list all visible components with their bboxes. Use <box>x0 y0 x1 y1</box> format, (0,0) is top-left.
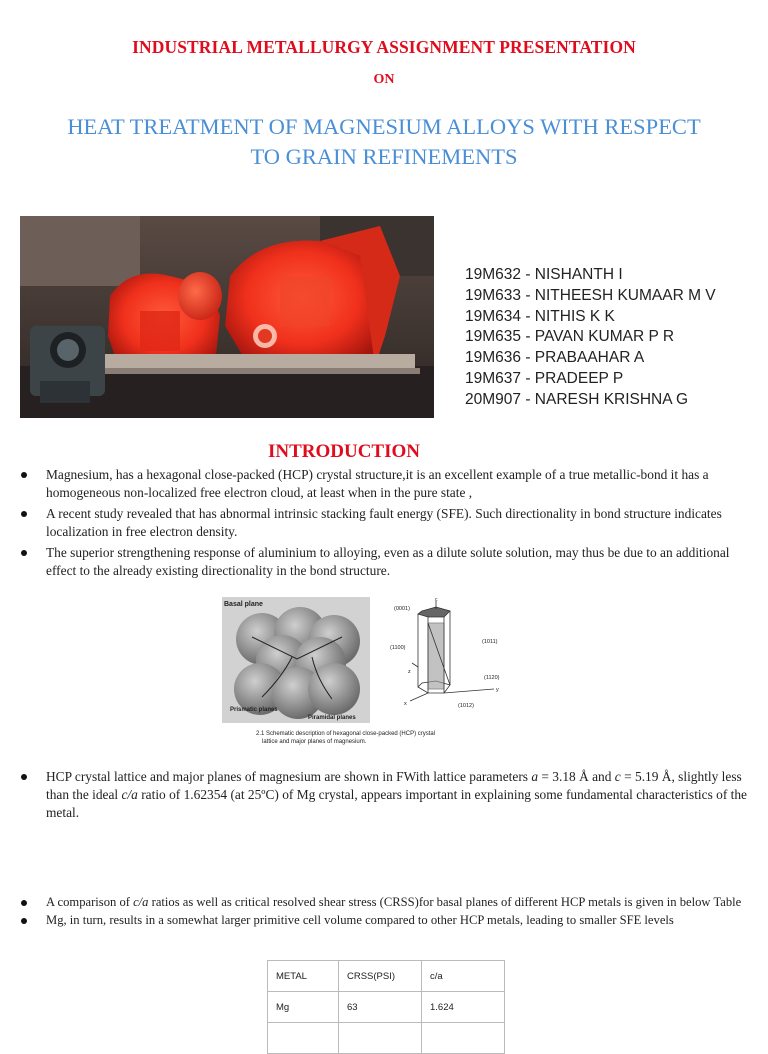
lattice-c-symbol: c <box>614 769 621 784</box>
crss-table <box>267 960 505 1054</box>
heat-treatment-photo <box>20 216 434 418</box>
introduction-heading: INTRODUCTION <box>267 441 421 462</box>
intro-bullets <box>18 466 758 580</box>
member-item: 19M632 - NISHANTH I <box>465 266 623 283</box>
axis-y-label: y <box>496 687 499 693</box>
comparison-bullet-2: Mg, in turn, results in a somewhat larger primitive cell volume compared to other HCP metals, leading to smaller SFE levels <box>18 912 758 928</box>
member-item: 20M907 - NARESH KRISHNA G <box>465 390 689 408</box>
lattice-text-3: ratio of 1.62354 (at 25ºC) of Mg crystal, appears important in explaining some fundamental characteristics of the metal. <box>46 787 747 820</box>
lattice-text-2: slightly less than the ideal <box>46 769 742 802</box>
plane-1012-label: (1012) <box>458 703 474 709</box>
member-item: 19M634 - NITHIS K K <box>465 307 615 325</box>
axis-z-label: z <box>408 669 411 675</box>
presentation-title: INDUSTRIAL METALLURGY ASSIGNMENT PRESENTATION <box>132 37 636 57</box>
topic-title-line1: HEAT TREATMENT OF MAGNESIUM ALLOYS WITH RESPECT <box>67 114 701 139</box>
hcp-lattice-figure <box>222 597 512 755</box>
plane-1100-label: (1100) <box>390 645 406 651</box>
figure-caption-line1: 2.1 Schematic description of hexagonal close-packed (HCP) crystal <box>256 731 436 737</box>
intro-bullet-2: A recent study revealed that has abnormal intrinsic stacking fault energy (SFE). Such directionality in bond structure indicates localization in free electron density. <box>18 505 758 541</box>
topic-title-line2: TO GRAIN REFINEMENTS <box>250 144 518 169</box>
table-cell: Mg <box>268 992 339 1023</box>
table-cell: 63 <box>339 992 422 1023</box>
comparison-bullets <box>18 894 758 928</box>
lattice-bullets <box>18 768 758 822</box>
comparison-ca-symbol: c/a <box>133 895 149 909</box>
lattice-c-value: = 5.19 Å, <box>620 769 675 784</box>
piramidal-planes-label: Piramidal planes <box>308 715 356 721</box>
table-row <box>268 992 505 1023</box>
axis-x-label: x <box>404 701 407 707</box>
table-row <box>268 1023 505 1054</box>
lattice-ca-symbol: c/a <box>121 787 138 802</box>
table-cell <box>339 1023 422 1054</box>
member-item: 19M636 - PRABAAHAR A <box>465 349 645 367</box>
comparison-bullet-1 <box>18 894 758 910</box>
plane-1011-label: (1011) <box>482 639 498 645</box>
table-cell <box>268 1023 339 1054</box>
topic-title <box>0 112 768 172</box>
lattice-bullet <box>18 768 758 822</box>
basal-plane-label: Basal plane <box>224 601 263 608</box>
table-header-row <box>268 961 505 992</box>
lattice-a-value: = 3.18 Å and <box>538 769 615 784</box>
table-cell <box>422 1023 505 1054</box>
prismatic-planes-label: Prismatic planes <box>230 707 278 713</box>
table-cell: 1.624 <box>422 992 505 1023</box>
figure-caption-line2: lattice and major planes of magnesium. <box>262 739 367 745</box>
member-item: 19M635 - PAVAN KUMAR P R <box>465 328 675 346</box>
intro-bullet-1: Magnesium, has a hexagonal close-packed (HCP) crystal structure,it is an excellent example of a true metallic-bond it has a homogeneous non-localized free electron cloud, at least when in the pure state , <box>18 466 758 502</box>
plane-1120-label: (1120) <box>484 675 500 681</box>
axis-c-label: c <box>435 597 438 603</box>
lattice-text-1: HCP crystal lattice and major planes of magnesium are shown in FWith lattice parameters <box>46 769 532 784</box>
lattice-a-symbol: a <box>531 769 539 784</box>
comparison-text-2: ratios as well as critical resolved shear stress (CRSS)for basal planes of different HCP metals is given in below Table <box>148 895 742 909</box>
comparison-text-1: A comparison of <box>46 895 134 909</box>
member-item: 19M637 - PRADEEP P <box>465 369 624 387</box>
intro-bullet-3: The superior strengthening response of aluminium to alloying, even as a dilute solute solution, may thus be due to an additional effect to the already existing directionality in the bond structure. <box>18 544 758 580</box>
title-on: ON <box>373 72 395 87</box>
team-members-list <box>465 265 716 411</box>
member-item: 19M633 - NITHEESH KUMAAR M V <box>465 286 716 304</box>
table-header-cell: CRSS(PSI) <box>339 961 422 992</box>
table-header-cell: c/a <box>422 961 505 992</box>
plane-0001-label: (0001) <box>394 606 410 612</box>
table-header-cell: METAL <box>268 961 339 992</box>
